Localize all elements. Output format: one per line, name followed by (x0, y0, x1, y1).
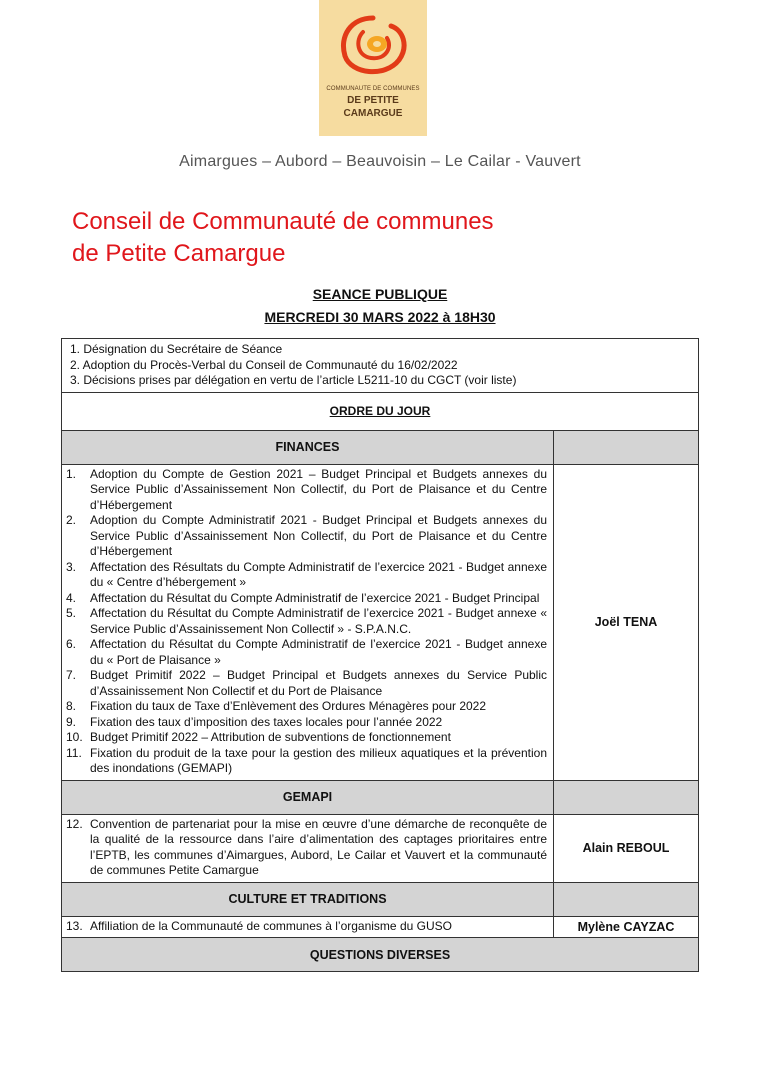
item-text: Affectation du Résultat du Compte Administratif de l’exercice 2021 - Budget annexe du « Port de Plaisance » (90, 637, 547, 667)
preliminary-item: 1. Désignation du Secrétaire de Séance (70, 342, 283, 356)
section-header-blank (554, 882, 699, 916)
seance-date: MERCREDI 30 MARS 2022 à 18H30 (264, 309, 496, 325)
ordre-du-jour-heading: ORDRE DU JOUR (62, 392, 699, 430)
title-line2: de Petite Camargue (72, 240, 286, 267)
responsible-name: Joël TENA (554, 464, 699, 780)
responsible-name: Alain REBOUL (554, 814, 699, 882)
community-logo (319, 0, 427, 136)
preliminary-item: 2. Adoption du Procès-Verbal du Conseil de Communauté du 16/02/2022 (70, 357, 458, 372)
section-title: CULTURE ET TRADITIONS (62, 882, 554, 916)
section-header-blank (554, 780, 699, 814)
logo-text-line1: COMMUNAUTE DE COMMUNES (326, 86, 420, 92)
agenda-items-cell (62, 814, 554, 882)
item-number: 8. (66, 699, 77, 713)
logo-text-line2: DE PETITE (347, 95, 399, 106)
item-text: Affectation du Résultat du Compte Administratif de l’exercice 2021 - Budget Principal (90, 590, 540, 605)
agenda-item (66, 699, 547, 715)
questions-diverses-heading: QUESTIONS DIVERSES (62, 938, 699, 972)
item-text: Affectation des Résultats du Compte Administratif de l’exercice 2021 - Budget annexe du « Centre d’hébergement » (90, 559, 547, 589)
camargue-swirl-icon (333, 10, 413, 86)
agenda-items-cell (62, 916, 554, 938)
item-text: Budget Primitif 2022 – Budget Principal et Budgets annexes du Service Public d’Assainissement Non Collectif et du Port de Plaisance (90, 668, 547, 698)
item-number: 10. (66, 730, 83, 744)
agenda-item (66, 715, 547, 731)
item-text: Adoption du Compte de Gestion 2021 – Budget Principal et Budgets annexes du Service Public d’Assainissement Non Collectif, du Port de Plaisance et du Centre d’Hébergement (90, 466, 547, 512)
title-line1: Conseil de Communauté de communes (72, 208, 494, 235)
item-text: Affiliation de la Communauté de communes à l’organisme du GUSO (90, 918, 452, 933)
agenda-table (61, 338, 699, 972)
item-number: 5. (66, 606, 77, 620)
agenda-item (66, 560, 547, 591)
section-body-gemapi (62, 814, 699, 882)
seance-type: SEANCE PUBLIQUE (312, 286, 448, 302)
preliminaries-row (62, 339, 699, 393)
section-header-gemapi (62, 780, 699, 814)
agenda-items-cell (62, 464, 554, 780)
section-header-culture (62, 882, 699, 916)
member-towns: Aimargues – Aubord – Beauvoisin – Le Cailar - Vauvert (179, 153, 581, 170)
page-title (72, 206, 692, 270)
agenda-item (66, 591, 547, 607)
item-number: 1. (66, 466, 77, 481)
item-number: 9. (66, 714, 77, 729)
item-number: 3. (66, 559, 77, 574)
agenda-item (66, 817, 547, 879)
item-text: Adoption du Compte Administratif 2021 - Budget Principal et Budgets annexes du Service Public d’Assainissement Non Collectif, du Port de Plaisance et du Centre d’Hébergement (90, 513, 547, 558)
item-number: 11. (66, 745, 82, 760)
section-title: GEMAPI (62, 780, 554, 814)
item-number: 12. (66, 816, 83, 831)
section-title: FINANCES (62, 430, 554, 464)
agenda-item (66, 513, 547, 560)
agenda-item (66, 668, 547, 699)
item-text: Budget Primitif 2022 – Attribution de subventions de fonctionnement (90, 730, 451, 744)
preliminaries-cell (62, 339, 699, 393)
item-text: Fixation du produit de la taxe pour la gestion des milieux aquatiques et la prévention des inondations (GEMAPI) (90, 745, 547, 775)
section-body-finances (62, 464, 699, 780)
item-number: 4. (66, 590, 77, 605)
item-text: Convention de partenariat pour la mise en œuvre d’une démarche de reconquête de la qualité de la ressource dans l’aire d’alimentation des captages prioritaires entre l’EPTB, les communes d’Aimargues, Aubord, Le Cailar et Vauvert et la communauté de communes Petite Camargue (90, 816, 547, 877)
item-number: 13. (66, 918, 83, 933)
agenda-item (66, 467, 547, 514)
section-header-finances (62, 430, 699, 464)
item-number: 7. (66, 668, 77, 682)
section-header-blank (554, 430, 699, 464)
responsible-name: Mylène CAYZAC (554, 916, 699, 938)
ordre-du-jour-row (62, 392, 699, 430)
logo-text-line3: CAMARGUE (343, 108, 403, 119)
agenda-item (66, 730, 547, 746)
item-number: 2. (66, 513, 77, 527)
item-text: Fixation des taux d’imposition des taxes locales pour l’année 2022 (90, 714, 443, 729)
section-body-culture (62, 916, 699, 938)
agenda-item (66, 606, 547, 637)
agenda-item (66, 746, 547, 777)
item-text: Affectation du Résultat du Compte Administratif de l’exercice 2021 - Budget annexe « Service Public d’Assainissement Non Collectif » - S.P.A.N.C. (90, 606, 547, 636)
item-text: Fixation du taux de Taxe d’Enlèvement des Ordures Ménagères pour 2022 (90, 699, 487, 713)
preliminary-item: 3. Décisions prises par délégation en vertu de l’article L5211-10 du CGCT (voir liste) (70, 373, 517, 387)
item-number: 6. (66, 637, 77, 651)
agenda-item (66, 919, 547, 935)
agenda-item (66, 637, 547, 668)
questions-diverses-row (62, 938, 699, 972)
